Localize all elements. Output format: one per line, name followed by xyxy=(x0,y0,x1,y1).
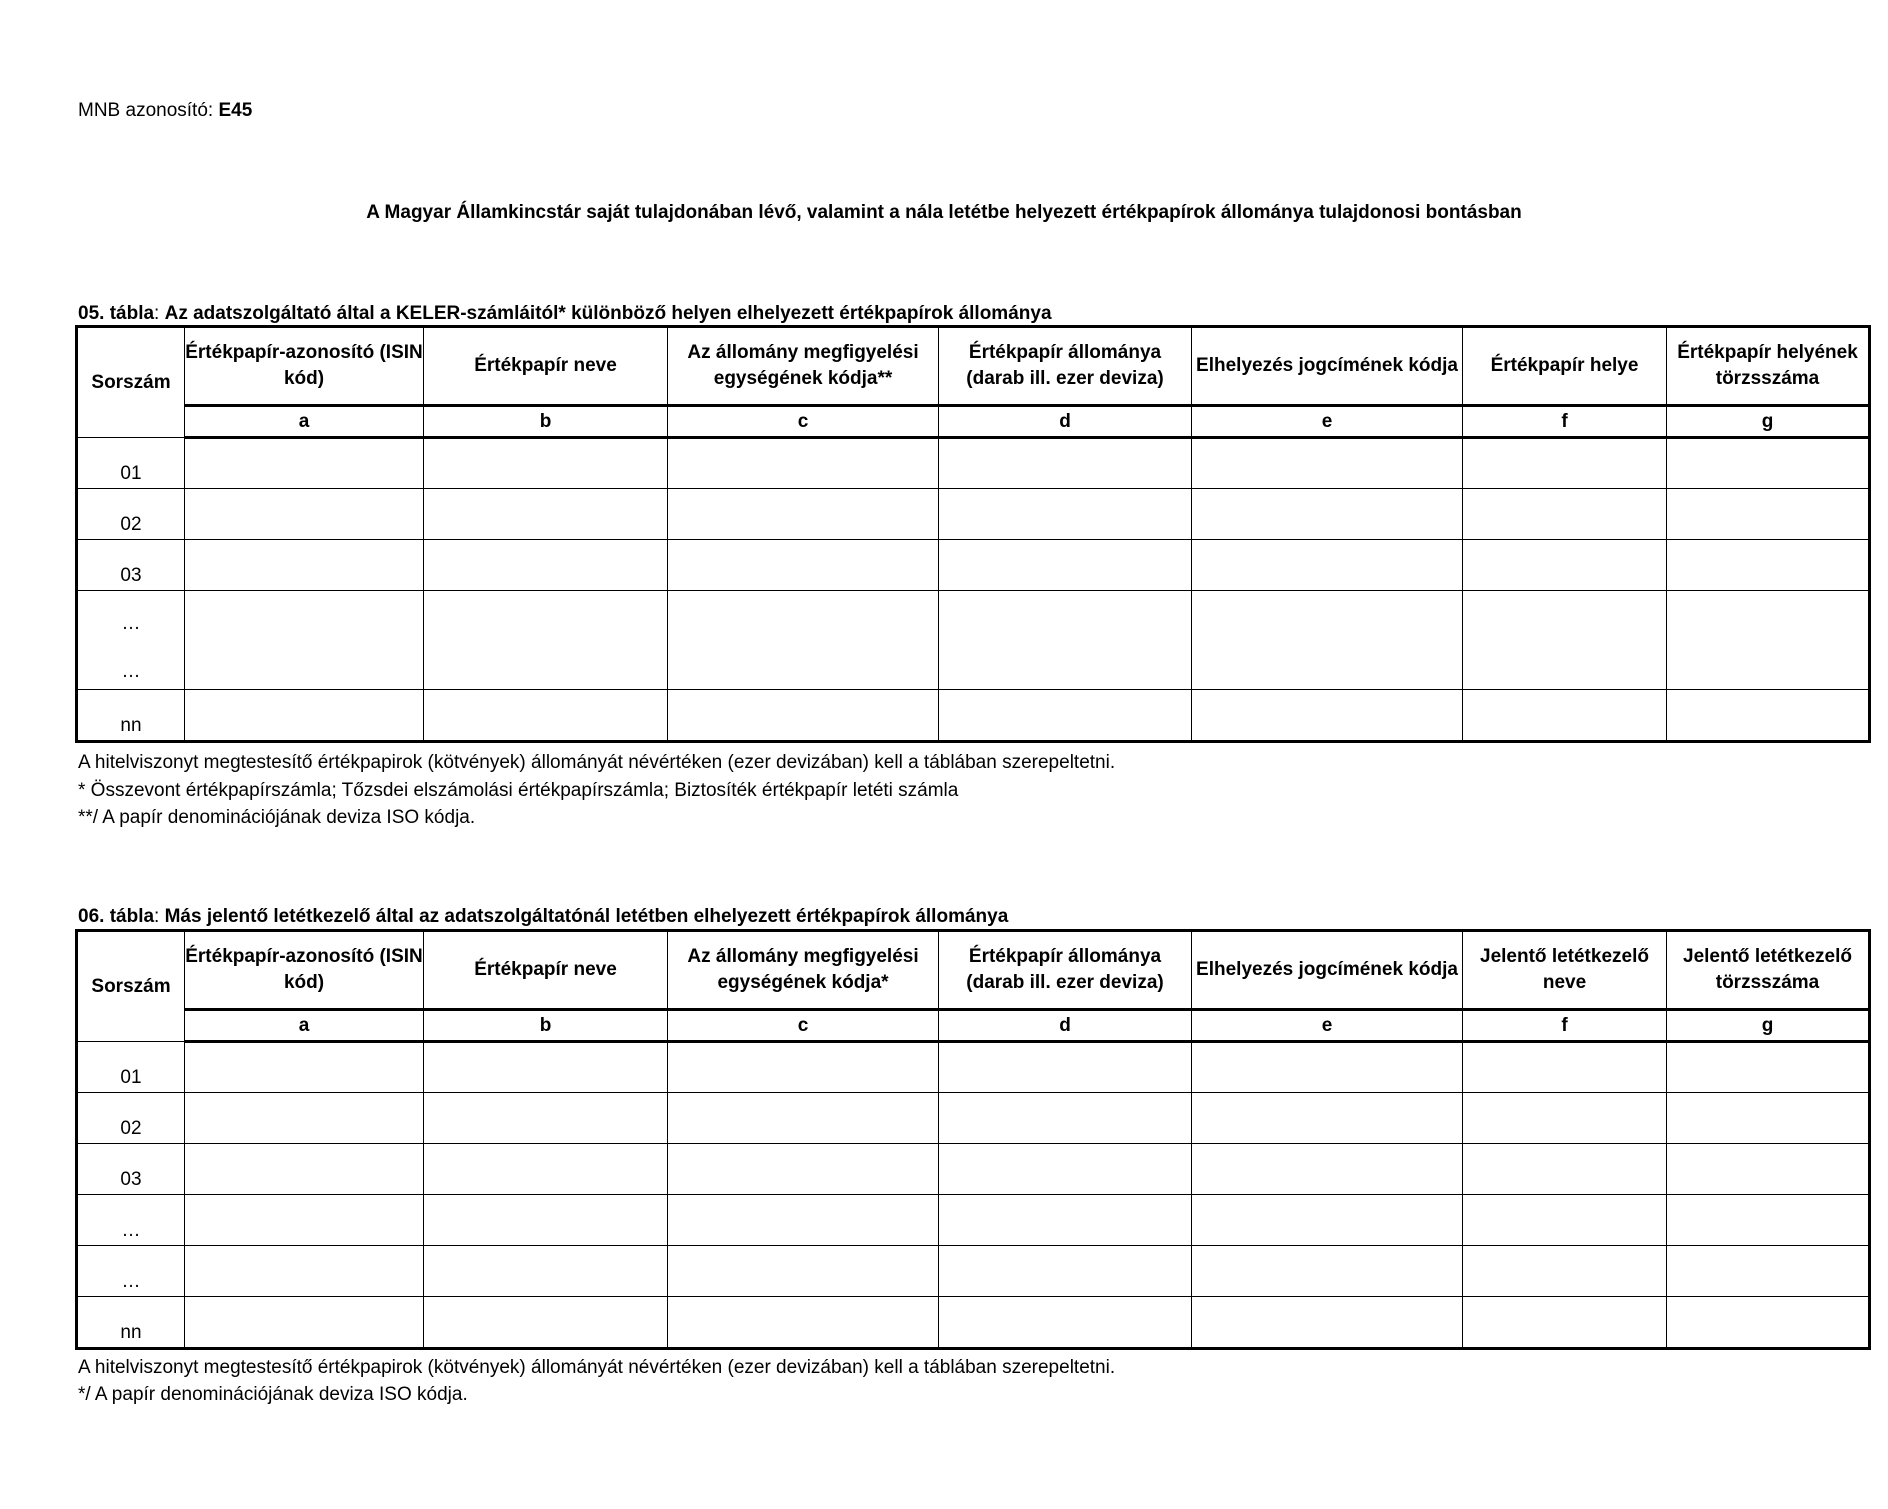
table-cell[interactable] xyxy=(668,690,939,742)
table06-header-sorszam: Sorszám xyxy=(77,931,185,1042)
table-cell[interactable] xyxy=(1667,1144,1870,1195)
table-cell[interactable] xyxy=(185,591,424,690)
table-cell[interactable] xyxy=(1463,438,1667,489)
table06-col-letter: c xyxy=(668,1010,939,1042)
table-cell[interactable] xyxy=(1463,489,1667,540)
table-cell[interactable] xyxy=(424,1297,668,1349)
table-row xyxy=(77,1195,1870,1246)
table05-header-d: Értékpapír állománya (darab ill. ezer deviza) xyxy=(939,327,1192,406)
table-cell[interactable] xyxy=(939,591,1192,690)
table06-header-d: Értékpapír állománya (darab ill. ezer deviza) xyxy=(939,931,1192,1010)
table-cell[interactable] xyxy=(1667,438,1870,489)
table-cell[interactable] xyxy=(939,1093,1192,1144)
table05-col-letter: b xyxy=(424,406,668,438)
table06-header-a: Értékpapír-azonosító (ISIN kód) xyxy=(185,931,424,1010)
table06-header-g: Jelentő letétkezelő törzsszáma xyxy=(1667,931,1870,1010)
table05-note: A hitelviszonyt megtestesítő értékpapirok (kötvények) állományát névértéken (ezer devizában) kell a táblában szerepeltetni. xyxy=(78,752,1116,773)
table-cell[interactable] xyxy=(185,1144,424,1195)
table05-header-c: Az állomány megfigyelési egységének kódja** xyxy=(668,327,939,406)
table-cell[interactable] xyxy=(668,1093,939,1144)
row-number: nn xyxy=(77,690,185,742)
table06-footnote: */ A papír denominációjának deviza ISO kódja. xyxy=(78,1384,468,1405)
row-number: … xyxy=(77,1195,185,1246)
table-cell[interactable] xyxy=(939,540,1192,591)
table-cell[interactable] xyxy=(1667,1195,1870,1246)
table-row xyxy=(77,1246,1870,1297)
table-cell[interactable] xyxy=(1192,591,1463,690)
table-cell[interactable] xyxy=(939,1195,1192,1246)
row-number: 02 xyxy=(77,489,185,540)
table05-footnote: * Összevont értékpapírszámla; Tőzsdei elszámolási értékpapírszámla; Biztosíték értékpapír letéti számla xyxy=(78,780,959,801)
table-row xyxy=(77,690,1870,742)
table-cell[interactable] xyxy=(185,1195,424,1246)
table-cell[interactable] xyxy=(424,591,668,690)
table-cell[interactable] xyxy=(424,1144,668,1195)
table05 xyxy=(75,325,1871,743)
table-cell[interactable] xyxy=(424,690,668,742)
table-cell[interactable] xyxy=(668,438,939,489)
table-cell[interactable] xyxy=(185,690,424,742)
table05-col-letter: f xyxy=(1463,406,1667,438)
table-cell[interactable] xyxy=(1192,1093,1463,1144)
table-cell[interactable] xyxy=(424,1042,668,1093)
row-number: 03 xyxy=(77,540,185,591)
table05-header-g: Értékpapír helyének törzsszáma xyxy=(1667,327,1870,406)
table-cell[interactable] xyxy=(1192,1144,1463,1195)
table-cell[interactable] xyxy=(424,438,668,489)
table06-header-f: Jelentő letétkezelő neve xyxy=(1463,931,1667,1010)
table06-caption-number: 06. tábla xyxy=(78,906,155,927)
table05-header-f: Értékpapír helye xyxy=(1463,327,1667,406)
row-number: 01 xyxy=(77,1042,185,1093)
table-cell[interactable] xyxy=(1667,1042,1870,1093)
table06-col-letter: f xyxy=(1463,1010,1667,1042)
table06-note: A hitelviszonyt megtestesítő értékpapirok (kötvények) állományát névértéken (ezer devizában) kell a táblában szerepeltetni. xyxy=(78,1357,1116,1378)
table-cell[interactable] xyxy=(1192,1297,1463,1349)
page-title: A Magyar Államkincstár saját tulajdonában lévő, valamint a nála letétbe helyezett értékpapírok állománya tulajdonosi bontásban xyxy=(366,202,1522,223)
table05-col-letter: g xyxy=(1667,406,1870,438)
table05-header-a: Értékpapír-azonosító (ISIN kód) xyxy=(185,327,424,406)
row-number: 03 xyxy=(77,1144,185,1195)
table05-caption-text: Az adatszolgáltató által a KELER-számláitól* különböző helyen elhelyezett értékpapírok állománya xyxy=(164,303,1052,324)
table-cell[interactable] xyxy=(668,1246,939,1297)
mnb-id-value: E45 xyxy=(218,100,253,121)
table-cell[interactable] xyxy=(185,1093,424,1144)
table-cell[interactable] xyxy=(185,438,424,489)
table06-col-letter: g xyxy=(1667,1010,1870,1042)
row-number-ellipsis: … xyxy=(121,661,141,682)
table06-col-letter: d xyxy=(939,1010,1192,1042)
table-row xyxy=(77,438,1870,489)
table-cell[interactable] xyxy=(668,1195,939,1246)
table-cell[interactable] xyxy=(1667,540,1870,591)
table-cell[interactable] xyxy=(668,1042,939,1093)
table-row xyxy=(77,1042,1870,1093)
table06-header-c: Az állomány megfigyelési egységének kódja* xyxy=(668,931,939,1010)
table-cell[interactable] xyxy=(185,1042,424,1093)
table06-caption-text: Más jelentő letétkezelő által az adatszolgáltatónál letétben elhelyezett értékpapírok állománya xyxy=(164,906,1009,927)
table-cell[interactable] xyxy=(1463,591,1667,690)
row-number xyxy=(77,591,185,690)
table-cell[interactable] xyxy=(939,1246,1192,1297)
table-cell[interactable] xyxy=(1463,1093,1667,1144)
table-cell[interactable] xyxy=(939,438,1192,489)
table-cell[interactable] xyxy=(668,1297,939,1349)
row-number-ellipsis: … xyxy=(121,613,141,634)
row-number: 01 xyxy=(77,438,185,489)
table-cell[interactable] xyxy=(424,1195,668,1246)
table06-caption-sep: : xyxy=(154,906,165,927)
table05-header-sorszam: Sorszám xyxy=(77,327,185,438)
table-cell[interactable] xyxy=(1463,1042,1667,1093)
table-cell[interactable] xyxy=(185,1246,424,1297)
table-row xyxy=(77,591,1870,690)
table-cell[interactable] xyxy=(1667,1246,1870,1297)
table-cell[interactable] xyxy=(668,591,939,690)
table-cell[interactable] xyxy=(424,1093,668,1144)
table-cell[interactable] xyxy=(1667,489,1870,540)
table05-header-b: Értékpapír neve xyxy=(424,327,668,406)
table-cell[interactable] xyxy=(1192,438,1463,489)
table05-col-letter: d xyxy=(939,406,1192,438)
table-cell[interactable] xyxy=(939,489,1192,540)
table-cell[interactable] xyxy=(1192,489,1463,540)
table-cell[interactable] xyxy=(1192,540,1463,591)
table-row xyxy=(77,1093,1870,1144)
row-number: nn xyxy=(77,1297,185,1349)
table-cell[interactable] xyxy=(1192,1042,1463,1093)
row-number: 02 xyxy=(77,1093,185,1144)
table-cell[interactable] xyxy=(1667,1297,1870,1349)
table05-col-letter: e xyxy=(1192,406,1463,438)
table-row xyxy=(77,489,1870,540)
table05-header-e: Elhelyezés jogcímének kódja xyxy=(1192,327,1463,406)
table-cell[interactable] xyxy=(1192,1246,1463,1297)
table06-col-letter: e xyxy=(1192,1010,1463,1042)
table-cell[interactable] xyxy=(939,1297,1192,1349)
table05-caption-sep: : xyxy=(154,303,165,324)
table-cell[interactable] xyxy=(1463,1144,1667,1195)
table-cell[interactable] xyxy=(1192,1195,1463,1246)
table-cell[interactable] xyxy=(939,1042,1192,1093)
table-cell[interactable] xyxy=(185,1297,424,1349)
mnb-id-label: MNB azonosító: xyxy=(78,100,214,121)
table-cell[interactable] xyxy=(1192,690,1463,742)
table-row xyxy=(77,540,1870,591)
table06-col-letter: a xyxy=(185,1010,424,1042)
table-cell[interactable] xyxy=(1463,690,1667,742)
table-cell[interactable] xyxy=(939,690,1192,742)
table05-caption-number: 05. tábla xyxy=(78,303,155,324)
table05-col-letter: a xyxy=(185,406,424,438)
table05-caption xyxy=(78,303,1052,325)
table05-footnote: **/ A papír denominációjának deviza ISO kódja. xyxy=(78,807,476,828)
table-cell[interactable] xyxy=(1667,591,1870,690)
table-cell[interactable] xyxy=(1463,540,1667,591)
table05-col-letter: c xyxy=(668,406,939,438)
table-cell[interactable] xyxy=(1463,1297,1667,1349)
table06-caption xyxy=(78,906,1008,928)
table-cell[interactable] xyxy=(939,1144,1192,1195)
table-cell[interactable] xyxy=(668,540,939,591)
table06-header-b: Értékpapír neve xyxy=(424,931,668,1010)
table-cell[interactable] xyxy=(424,489,668,540)
table-cell[interactable] xyxy=(185,540,424,591)
table-cell[interactable] xyxy=(185,489,424,540)
mnb-identifier xyxy=(78,100,252,122)
table-cell[interactable] xyxy=(424,1246,668,1297)
table-row xyxy=(77,1144,1870,1195)
table-cell[interactable] xyxy=(668,1144,939,1195)
table-cell[interactable] xyxy=(1667,690,1870,742)
table-cell[interactable] xyxy=(1463,1195,1667,1246)
table-cell[interactable] xyxy=(424,540,668,591)
table-cell[interactable] xyxy=(1667,1093,1870,1144)
table06-header-e: Elhelyezés jogcímének kódja xyxy=(1192,931,1463,1010)
row-number: … xyxy=(77,1246,185,1297)
table06 xyxy=(75,929,1871,1350)
table06-col-letter: b xyxy=(424,1010,668,1042)
table-cell[interactable] xyxy=(668,489,939,540)
table-row xyxy=(77,1297,1870,1349)
table-cell[interactable] xyxy=(1463,1246,1667,1297)
